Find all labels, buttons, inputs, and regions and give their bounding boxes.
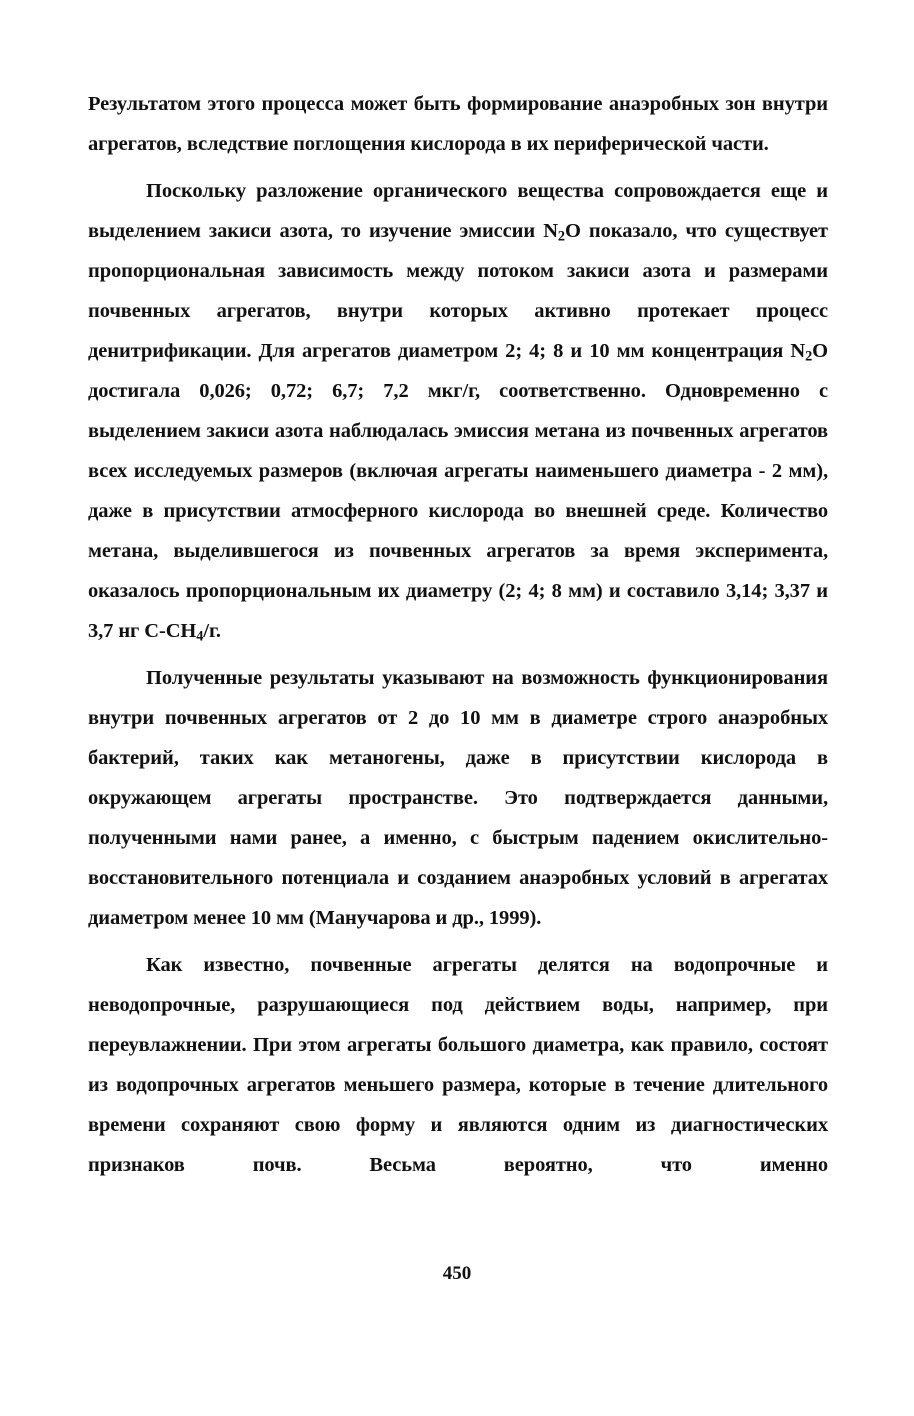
page-number: 450: [442, 1263, 472, 1284]
text-run: O достигала 0,026; 0,72; 6,7; 7,2 мкг/г, соответственно. Одновременно с выделением закиси азота наблюдалась эмиссия метана из почвенных агрегатов всех исследуемых размеров (включая агрегаты наименьшего диаметра - 2 мм), даже в присутствии атмосферного кислорода во внешней среде. Количество метана, выделившегося из почвенных агрегатов за время эксперимента, оказалось пропорциональным их диаметру (2; 4; 8 мм) и составило 3,14; 3,37 и 3,7 нг С-СН: [88, 340, 828, 642]
paragraph-1: [88, 84, 828, 164]
subscript: 4: [196, 628, 204, 645]
paragraph-3: [88, 658, 828, 938]
paragraph-4: [88, 945, 828, 1185]
text-run: /г.: [203, 620, 221, 642]
text-run: Полученные результаты указывают на возможность функционирования внутри почвенных агрегатов от 2 до 10 мм в диаметре строго анаэробных бактерий, таких как метаногены, даже в присутствии кислорода в окружающем агрегаты пространстве. Это подтверждается данными, полученными нами ранее, а именно, с быстрым падением окислительно-восстановительного потенциала и созданием анаэробных условий в агрегатах диаметром менее 10 мм (Манучарова и др., 1999).: [88, 667, 828, 929]
text-run: Результатом этого процесса может быть формирование анаэробных зон внутри агрегатов, вследствие поглощения кислорода в их периферической части.: [88, 93, 828, 155]
text-run: Как известно, почвенные агрегаты делятся на водопрочные и неводопрочные, разрушающиеся под действием воды, например, при переувлажнении. При этом агрегаты большого диаметра, как правило, состоят из водопрочных агрегатов меньшего размера, которые в течение длительного времени сохраняют свою форму и являются одним из диагностических признаков почв. Весьма вероятно, что именно: [88, 954, 828, 1176]
body-text: [88, 84, 828, 1192]
subscript: 2: [805, 348, 813, 365]
subscript: 2: [557, 228, 565, 245]
text-run: Поскольку разложение органического вещества сопровождается еще и выделением закиси азота, то изучение эмиссии N: [88, 180, 828, 242]
text-run: O показало, что существует пропорциональная зависимость между потоком закиси азота и размерами почвенных агрегатов, внутри которых активно протекает процесс денитрификации. Для агрегатов диаметром 2; 4; 8 и 10 мм концентрация N: [88, 220, 828, 362]
paragraph-2: [88, 171, 828, 651]
